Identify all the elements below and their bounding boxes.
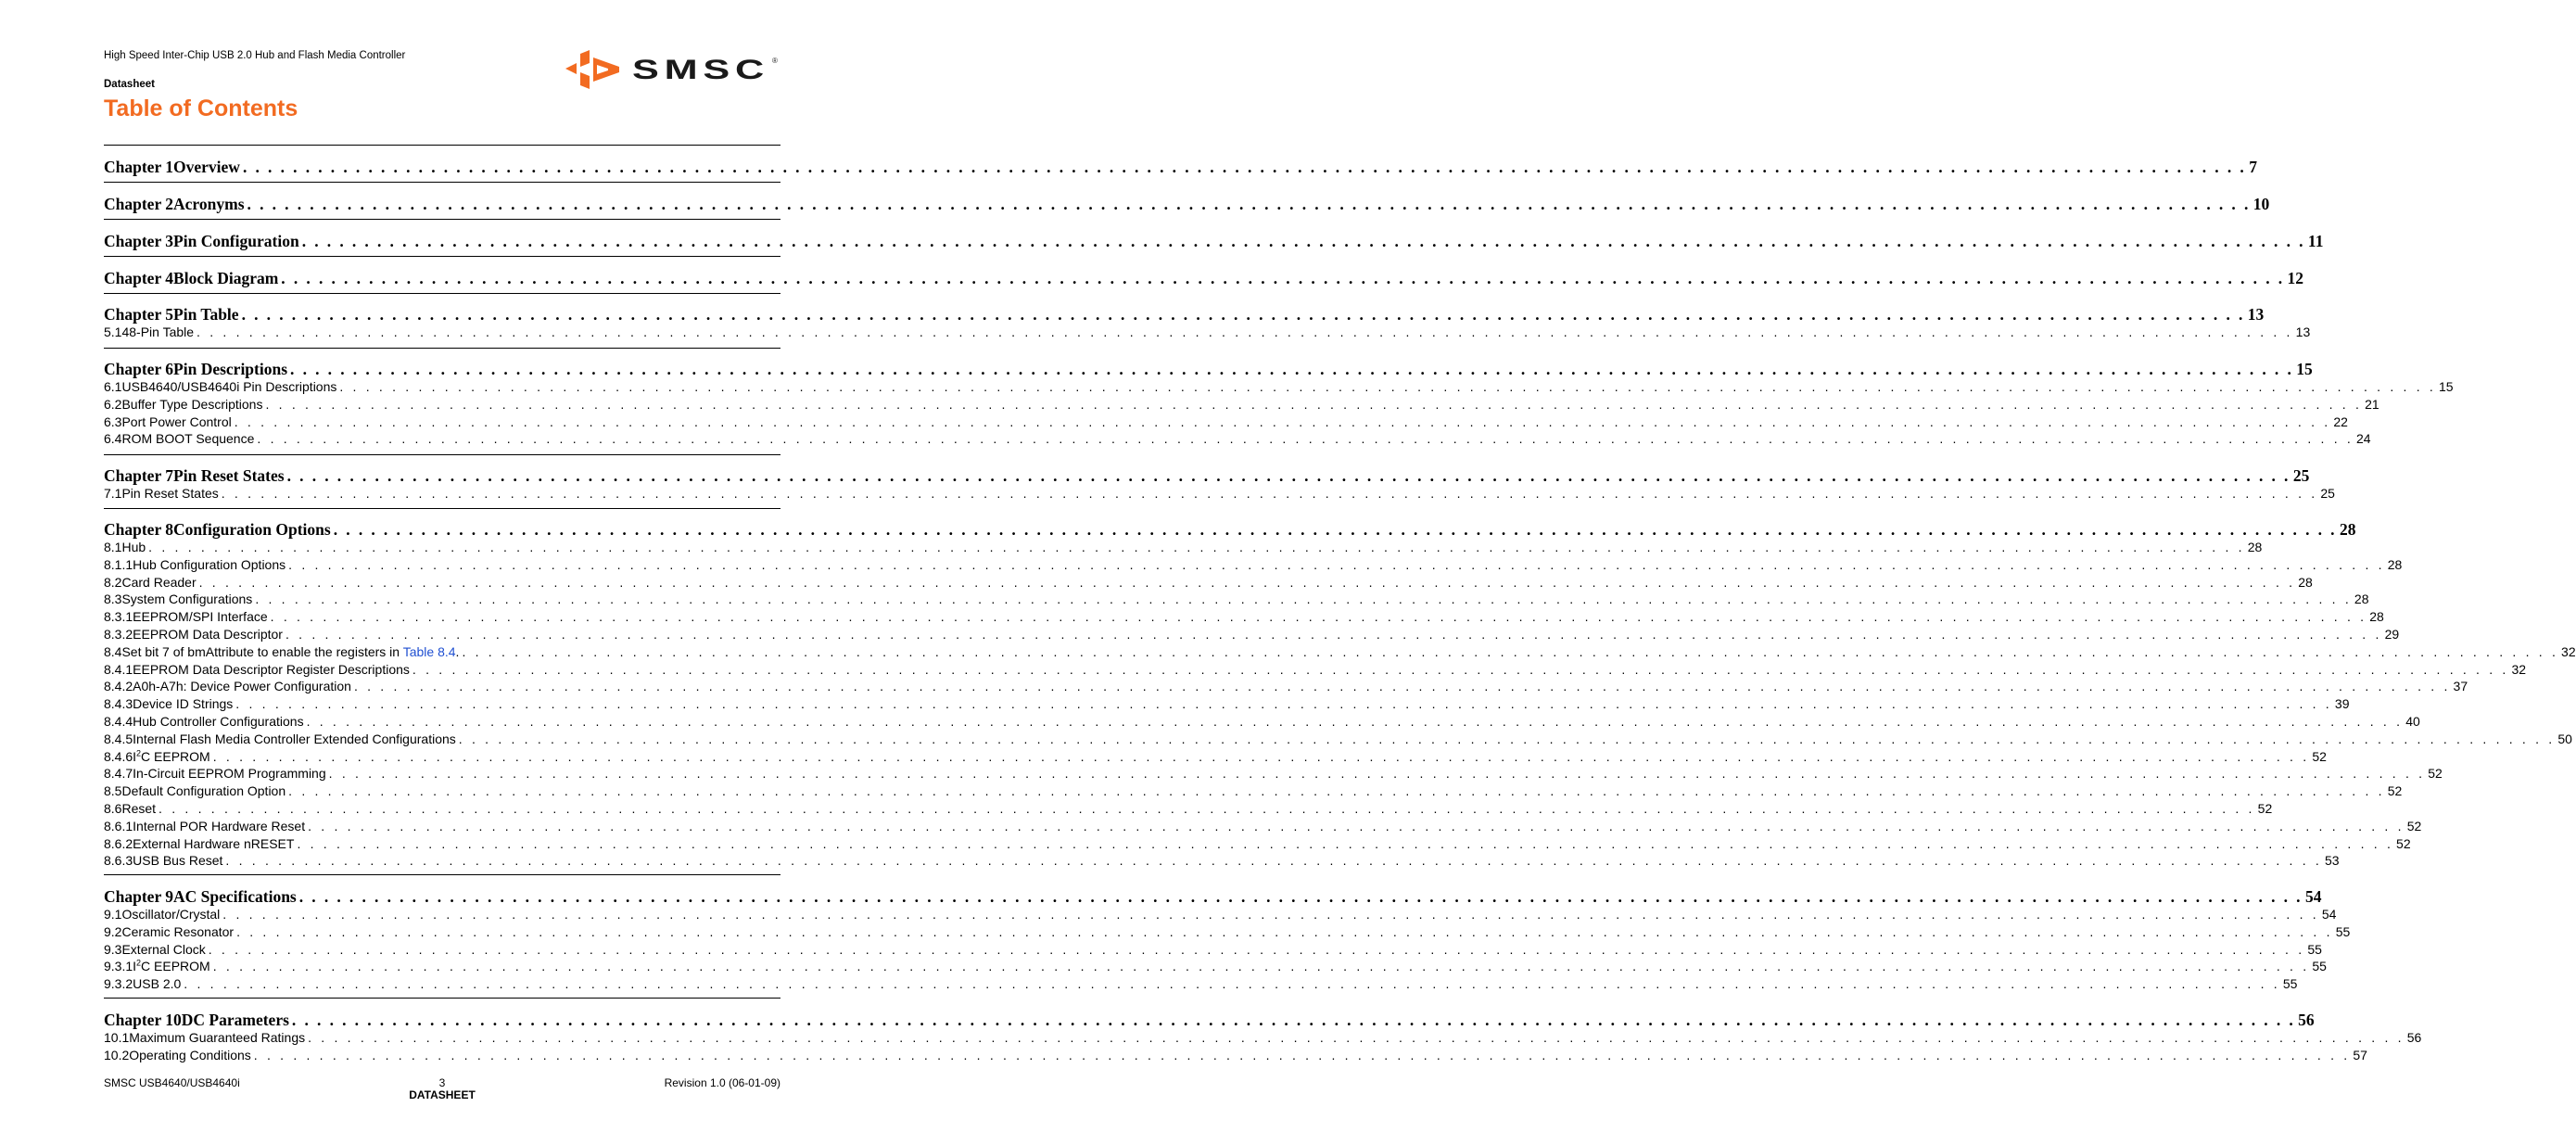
title-text: Maximum Guaranteed Ratings (129, 1030, 306, 1045)
dot-leader: . . . . . . . . . . . . . . . . . . . . . . . . . . . . . . . . . . . . . . . . . . . . . . . . . . . . . . . . . . . . . . . . . . . . . . . . . . . . . . . . . . . . . . . . . . . . . . . . . . . . . . . . . . . . . . . . . . . . . . . . . . . . . . . . . . . . . . . . . . . . . . . . . . . . . . . . . . . . . . . . (281, 269, 2285, 287)
chapter-title: Acronyms (173, 195, 245, 213)
section-title (121, 644, 459, 660)
chapter-page-number: 56 (2298, 1011, 2315, 1029)
title-text: USB4640/USB4640i Pin Descriptions (121, 379, 337, 394)
dot-leader: . . . . . . . . . . . . . . . . . . . . . . . . . . . . . . . . . . . . . . . . . . . . . . . . . . . . . . . . . . . . . . . . . . . . . . . . . . . . . . . . . . . . . . . . . . . . . . . . . . . . . . . . . . . . . . . . . . . . . . . . . . . . . . . . . . . . . . . . . . . . . . . . . . . . . . . . . . . . . . . . (198, 574, 2296, 590)
superscript: 2 (136, 747, 142, 757)
section-page-number: 55 (2307, 941, 2322, 957)
title-text: EEPROM Data Descriptor (133, 627, 283, 642)
section-page-number: 22 (2333, 413, 2348, 429)
section-title (121, 431, 254, 447)
title-text: USB 2.0 (133, 976, 182, 992)
toc-subsection-entry[interactable] (104, 714, 2420, 730)
section-title (133, 696, 233, 712)
chapter-number: Chapter 6 (104, 360, 174, 378)
dot-leader: . . . . . . . . . . . . . . . . . . . . . . . . . . . . . . . . . . . . . . . . . . . . . . . . . . . . . . . . . . . . . . . . . . . . . . . . . . . . . . . . . . . . . . . . . . . . . . . . . . . . . . . . . . . . . . . . . . . . . . . . . . . . . . . . . . . . . . . . . . . . . . . . . . . . . . . . . . . . . . . . (308, 818, 2405, 833)
title-text: Internal Flash Media Controller Extended Configurations (133, 731, 456, 746)
title-text: Reset (121, 801, 157, 816)
section-number: 8.5 (104, 783, 122, 799)
chapter-title: Configuration Options (173, 520, 331, 539)
title-text: 48-Pin Table (121, 324, 195, 339)
section-number: 5.1 (104, 324, 122, 339)
section-title (133, 627, 283, 642)
section-page-number: 52 (2257, 801, 2273, 816)
footer-revision: Revision 1.0 (06-01-09) (664, 1076, 780, 1089)
title-text: System Configurations (121, 592, 253, 607)
dot-leader: . . . . . . . . . . . . . . . . . . . . . . . . . . . . . . . . . . . . . . . . . . . . . . . . . . . . . . . . . . . . . . . . . . . . . . . . . . . . . . . . . . . . . . . . . . . . . . . . . . . . . . . . . . . . . . . . . . . . . . . . . . . . . . . . . . . . . . . . . . . . . . . . . . . . . . . . . . . . . . . . (288, 783, 2385, 799)
section-title (133, 609, 268, 625)
section-title (121, 783, 286, 799)
toc-section-entry[interactable] (104, 941, 2322, 958)
title-text: Default Configuration Option (121, 783, 286, 799)
section-page-number: 28 (2387, 556, 2403, 572)
section-divider (104, 219, 780, 220)
dot-leader: . . . . . . . . . . . . . . . . . . . . . . . . . . . . . . . . . . . . . . . . . . . . . . . . . . . . . . . . . . . . . . . . . . . . . . . . . . . . . . . . . . . . . . . . . . . . . . . . . . . . . . . . . . . . . . . . . . . . . . . . . . . . . . . . . . . . . . . . . . . . . . . . . . . . . . . . . . . . . . . . (212, 748, 2310, 764)
section-title (129, 1048, 251, 1063)
section-title (129, 1030, 305, 1046)
section-divider (104, 454, 780, 455)
section-divider (104, 348, 780, 349)
title-text: Hub Controller Configurations (133, 714, 304, 729)
dot-leader: . . . . . . . . . . . . . . . . . . . . . . . . . . . . . . . . . . . . . . . . . . . . . . . . . . . . . . . . . . . . . . . . . . . . . . . . . . . . . . . . . . . . . . . . . . . . . . . . . . . . . . . . . . . . . . . . . . . . . . . . . . . . . . . . . . . . . . . . . . . . . . . . . . . . . . . . . . . . . . . . (301, 232, 2305, 250)
toc-subsection-entry[interactable] (104, 766, 2443, 782)
toc-chapter-entry[interactable] (104, 887, 2322, 906)
chapter-page-number: 10 (2252, 195, 2270, 213)
section-divider (104, 182, 780, 183)
title-text: ROM BOOT Sequence (121, 431, 255, 447)
section-title (133, 732, 456, 747)
section-title (121, 397, 262, 413)
section-number: 9.2 (104, 923, 122, 939)
superscript: 2 (136, 958, 142, 968)
section-title (133, 749, 210, 765)
section-divider (104, 508, 780, 509)
section-number: 8.2 (104, 574, 122, 590)
section-number: 10.2 (104, 1047, 130, 1062)
dot-leader: . . . . . . . . . . . . . . . . . . . . . . . . . . . . . . . . . . . . . . . . . . . . . . . . . . . . . . . . . . . . . . . . . . . . . . . . . . . . . . . . . . . . . . . . . . . . . . . . . . . . . . . . . . . . . . . . . . . . . . . . . . . . . . . . . . . . . . . . . . . . . . . . . . . . . . . . . . . . . . . . (148, 540, 2245, 554)
dot-leader: . . . . . . . . . . . . . . . . . . . . . . . . . . . . . . . . . . . . . . . . . . . . . . . . . . . . . . . . . . . . . . . . . . . . . . . . . . . . . . . . . . . . . . . . . . . . . . . . . . . . . . . . . . . . . . . . . . . . . . . . . . . . . . . . . . . . . . . . . . . . . . . . . . . . . . . . . . . . . . . . (208, 941, 2305, 957)
title-text: Pin Reset States (121, 486, 219, 501)
title-text: Card Reader (121, 574, 197, 590)
section-title (133, 976, 181, 992)
chapter-title: Pin Descriptions (173, 360, 288, 378)
section-number: 9.1 (104, 907, 122, 922)
section-divider (104, 256, 780, 257)
document-type-label: Datasheet (104, 79, 155, 90)
section-number: 6.3 (104, 413, 122, 429)
section-title (121, 379, 336, 395)
section-divider (104, 998, 780, 999)
toc-subsection-entry[interactable] (104, 835, 2411, 852)
section-number: 8.1 (104, 540, 122, 554)
toc-subsection-entry[interactable] (104, 627, 2400, 642)
chapter-page-number: 11 (2307, 232, 2324, 250)
toc-subsection-entry[interactable] (104, 731, 2572, 747)
chapter-title: AC Specifications (173, 887, 297, 906)
dot-leader: . . . . . . . . . . . . . . . . . . . . . . . . . . . . . . . . . . . . . . . . . . . . . . . . . . . . . . . . . . . . . . . . . . . . . . . . . . . . . . . . . . . . . . . . . . . . . . . . . . . . . . . . . . . . . . . . . . . . . . . . . . . . . . . . . . . . . . . . . . . . . . . . . . . . . . . . . . . . . . . . (247, 195, 2251, 213)
section-page-number: 15 (2438, 379, 2454, 394)
section-page-number: 53 (2325, 853, 2340, 869)
section-number: 8.6 (104, 801, 122, 816)
dot-leader: . . . . . . . . . . . . . . . . . . . . . . . . . . . . . . . . . . . . . . . . . . . . . . . . . . . . . . . . . . . . . . . . . . . . . . . . . . . . . . . . . . . . . . . . . . . . . . . . . . . . . . . . . . . . . . . . . . . . . . . . . . . . . . . . . . . . . . . . . . . . . . . . . . . . . . . . . . . . . . . . (297, 835, 2394, 851)
table-reference-link[interactable]: Table 8.4 (402, 643, 456, 659)
section-page-number: 29 (2384, 627, 2400, 642)
section-title (121, 592, 252, 607)
section-title (133, 959, 210, 974)
chapter-number: Chapter 10 (104, 1011, 182, 1029)
title-text: Operating Conditions (129, 1047, 251, 1062)
section-number: 9.3 (104, 941, 122, 957)
dot-leader: . . . . . . . . . . . . . . . . . . . . . . . . . . . . . . . . . . . . . . . . . . . . . . . . . . . . . . . . . . . . . . . . . . . . . . . . . . . . . . . . . . . . . . . . . . . . . . . . . . . . . . . . . . . . . . . . . . . . . . . . . . . . . . . . . . . . . . . . . . . . . . . . . . . . . . . . . . . . . . . . (255, 592, 2352, 607)
dot-leader: . . . . . . . . . . . . . . . . . . . . . . . . . . . . . . . . . . . . . . . . . . . . . . . . . . . . . . . . . . . . . . . . . . . . . . . . . . . . . . . . . . . . . . . . . . . . . . . . . . . . . . . . . . . . . . . . . . . . . . . . . . . . . . . . . . . . . . . . . . . . . . . . . . . . . . . . . . . . . . . . (236, 923, 2333, 939)
dot-leader: . . . . . . . . . . . . . . . . . . . . . . . . . . . . . . . . . . . . . . . . . . . . . . . . . . . . . . . . . . . . . . . . . . . . . . . . . . . . . . . . . . . . . . . . . . . . . . . . . . . . . . . . . . . . . . . . . . . . . . . . . . . . . . . . . . . . . . . . . . . . . . . . . . . . . . . . . . . . . . . . (242, 158, 2247, 176)
smsc-logo-mark-icon (565, 50, 619, 89)
subsection-number: 9.3.2 (104, 976, 133, 992)
section-page-number: 25 (2320, 486, 2335, 501)
toc-section-entry[interactable] (104, 923, 2351, 940)
section-number: 7.1 (104, 486, 122, 501)
dot-leader: . . . . . . . . . . . . . . . . . . . . . . . . . . . . . . . . . . . . . . . . . . . . . . . . . . . . . . . . . . . . . . . . . . . . . . . . . . . . . . . . . . . . . . . . . . . . . . . . . . . . . . . . . . . . . . . . . . . . . . . . . . . . . . . . . . . . . . . . . . . . . . . . . . . . . . . . . . . . . . . . (412, 661, 2509, 677)
section-divider (104, 874, 780, 875)
section-page-number: 52 (2396, 835, 2411, 851)
toc-chapter-entry[interactable] (104, 520, 2356, 539)
section-page-number: 52 (2406, 818, 2422, 833)
section-page-number: 52 (2387, 783, 2403, 799)
section-number: 8.4 (104, 643, 122, 659)
toc-chapter-entry[interactable] (104, 269, 2304, 287)
dot-leader: . . . . . . . . . . . . . . . . . . . . . . . . . . . . . . . . . . . . . . . . . . . . . . . . . . . . . . . . . . . . . . . . . . . . . . . . . . . . . . . . . . . . . . . . . . . . . . . . . . . . . . . . . . . . . . . . . . . . . . . . . . . . . . . . . . . . . . . . . . . . . . . . . . . . . . . . . . . . . . . . (290, 360, 2294, 378)
section-number: 10.1 (104, 1030, 130, 1045)
subsection-number: 8.4.2 (104, 679, 133, 694)
title-text: EEPROM/SPI Interface (133, 609, 268, 625)
section-title (133, 662, 410, 678)
dot-leader: . . . . . . . . . . . . . . . . . . . . . . . . . . . . . . . . . . . . . . . . . . . . . . . . . . . . . . . . . . . . . . . . . . . . . . . . . . . . . . . . . . . . . . . . . . . . . . . . . . . . . . . . . . . . . . . . . . . . . . . . . . . . . . . . . . . . . . . . . . . . . . . . . . . . . . . . . . . . . . . . (159, 801, 2255, 816)
dot-leader: . . . . . . . . . . . . . . . . . . . . . . . . . . . . . . . . . . . . . . . . . . . . . . . . . . . . . . . . . . . . . . . . . . . . . . . . . . . . . . . . . . . . . . . . . . . . . . . . . . . . . . . . . . . . . . . . . . . . . . . . . . . . . . . . . . . . . . . . . . . . . . . . . . . . . . . . . . . . . . . . (212, 959, 2310, 974)
toc-section-entry[interactable] (104, 486, 2335, 502)
section-page-number: 32 (2511, 661, 2527, 677)
footer-page-number: 3 (438, 1076, 446, 1089)
dot-leader: . . . . . . . . . . . . . . . . . . . . . . . . . . . . . . . . . . . . . . . . . . . . . . . . . . . . . . . . . . . . . . . . . . . . . . . . . . . . . . . . . . . . . . . . . . . . . . . . . . . . . . . . . . . . . . . . . . . . . . . . . . . . . . . . . . . . . . . . . . . . . . . . . . . . . . . . . . . . . . . . (291, 1011, 2296, 1029)
section-title (133, 557, 286, 573)
subsection-number: 8.4.3 (104, 696, 133, 712)
dot-leader: . . . . . . . . . . . . . . . . . . . . . . . . . . . . . . . . . . . . . . . . . . . . . . . . . . . . . . . . . . . . . . . . . . . . . . . . . . . . . . . . . . . . . . . . . . . . . . . . . . . . . . . . . . . . . . . . . . . . . . . . . . . . . . . . . . . . . . . . . . . . . . . . . . . . . . . . . . . . . . . . (328, 766, 2426, 782)
title-text: EEPROM Data Descriptor Register Descriptions (133, 661, 410, 677)
section-page-number: 55 (2312, 959, 2327, 974)
section-title (133, 836, 294, 852)
section-title (121, 575, 196, 591)
title-text: External Clock (121, 941, 206, 957)
section-title (133, 714, 303, 730)
title-prefix: I (133, 959, 137, 974)
title-tail: . (455, 643, 460, 659)
section-page-number: 55 (2282, 976, 2298, 992)
registered-mark: ® (772, 57, 778, 65)
toc-chapter-entry[interactable] (104, 466, 2310, 485)
subsection-number: 8.6.1 (104, 818, 133, 833)
dot-leader: . . . . . . . . . . . . . . . . . . . . . . . . . . . . . . . . . . . . . . . . . . . . . . . . . . . . . . . . . . . . . . . . . . . . . . . . . . . . . . . . . . . . . . . . . . . . . . . . . . . . . . . . . . . . . . . . . . . . . . . . . . . . . . . . . . . . . . . . . . . . . . . . . . . . . . . . . . . . . . . . (285, 627, 2382, 642)
dot-leader: . . . . . . . . . . . . . . . . . . . . . . . . . . . . . . . . . . . . . . . . . . . . . . . . . . . . . . . . . . . . . . . . . . . . . . . . . . . . . . . . . . . . . . . . . . . . . . . . . . . . . . . . . . . . . . . . . . . . . . . . . . . . . . . . . . . . . . . . . . . . . . . . . . . . . . . . . . . . . . . . (265, 396, 2363, 412)
section-title (121, 907, 220, 922)
smsc-logo (565, 50, 780, 89)
subsection-number: 8.1.1 (104, 556, 133, 572)
section-title (133, 819, 305, 834)
section-title (121, 486, 218, 502)
dot-leader: . . . . . . . . . . . . . . . . . . . . . . . . . . . . . . . . . . . . . . . . . . . . . . . . . . . . . . . . . . . . . . . . . . . . . . . . . . . . . . . . . . . . . . . . . . . . . . . . . . . . . . . . . . . . . . . . . . . . . . . . . . . . . . . . . . . . . . . . . . . . . . . . . . . . . . . . . . . . . . . . (241, 305, 2245, 324)
toc-section-entry[interactable] (104, 413, 2348, 430)
section-page-number: 28 (2298, 574, 2313, 590)
chapter-page-number: 25 (2292, 466, 2310, 485)
section-title (121, 942, 205, 958)
subsection-number: 8.6.3 (104, 853, 133, 869)
subsection-number: 8.6.2 (104, 835, 133, 851)
subsection-number: 8.3.2 (104, 627, 133, 642)
chapter-page-number: 28 (2339, 520, 2356, 539)
toc-section-entry[interactable] (104, 540, 2263, 555)
chapter-number: Chapter 8 (104, 520, 174, 539)
toc-subsection-entry[interactable] (104, 853, 2340, 869)
section-title (121, 924, 234, 940)
toc-subsection-entry[interactable] (104, 696, 2350, 712)
dot-leader: . . . . . . . . . . . . . . . . . . . . . . . . . . . . . . . . . . . . . . . . . . . . . . . . . . . . . . . . . . . . . . . . . . . . . . . . . . . . . . . . . . . . . . . . . . . . . . . . . . . . . . . . . . . . . . . . . . . . . . . . . . . . . . . . . . . . . . . . . . . . . . . . . . . . . . . . . . . . . . . . (306, 714, 2404, 729)
title-prefix: I (133, 748, 137, 764)
section-page-number: 52 (2428, 766, 2443, 782)
section-title (121, 540, 146, 555)
chapter-number: Chapter 1 (104, 158, 174, 176)
toc-chapter-entry[interactable] (104, 232, 2324, 250)
title-text: Device ID Strings (133, 696, 234, 712)
smsc-logo-text: SMSC (632, 55, 769, 85)
dot-leader: . . . . . . . . . . . . . . . . . . . . . . . . . . . . . . . . . . . . . . . . . . . . . . . . . . . . . . . . . . . . . . . . . . . . . . . . . . . . . . . . . . . . . . . . . . . . . . . . . . . . . . . . . . . . . . . . . . . . . . . . . . . . . . . . . . . . . . . . . . . . . . . . . . . . . . . . . . . . . . . . (197, 324, 2293, 339)
section-title (133, 853, 222, 869)
toc-chapter-entry[interactable] (104, 360, 2313, 378)
section-page-number: 28 (2369, 609, 2384, 625)
chapter-title: Block Diagram (173, 269, 279, 287)
toc-chapter-entry[interactable] (104, 305, 2265, 324)
toc-subsection-entry[interactable] (104, 818, 2422, 834)
chapter-title: DC Parameters (181, 1011, 289, 1029)
chapter-title: Pin Configuration (173, 232, 299, 250)
toc-section-entry[interactable] (104, 1030, 2422, 1046)
section-page-number: 28 (2247, 540, 2263, 554)
dot-leader: . . . . . . . . . . . . . . . . . . . . . . . . . . . . . . . . . . . . . . . . . . . . . . . . . . . . . . . . . . . . . . . . . . . . . . . . . . . . . . . . . . . . . . . . . . . . . . . . . . . . . . . . . . . . . . . . . . . . . . . . . . . . . . . . . . . . . . . . . . . . . . . . . . . . . . . . . . . . . . . . (288, 556, 2385, 572)
chapter-number: Chapter 7 (104, 466, 174, 485)
toc-subsection-entry[interactable] (104, 679, 2468, 694)
dot-leader: . . . . . . . . . . . . . . . . . . . . . . . . . . . . . . . . . . . . . . . . . . . . . . . . . . . . . . . . . . . . . . . . . . . . . . . . . . . . . . . . . . . . . . . . . . . . . . . . . . . . . . . . . . . . . . . . . . . . . . . . . . . . . . . . . . . . . . . . . . . . . . . . . . . . . . . . . . . . . . . . (339, 379, 2436, 394)
dot-leader: . . . . . . . . . . . . . . . . . . . . . . . . . . . . . . . . . . . . . . . . . . . . . . . . . . . . . . . . . . . . . . . . . . . . . . . . . . . . . . . . . . . . . . . . . . . . . . . . . . . . . . . . . . . . . . . . . . . . . . . . . . . . . . . . . . . . . . . . . . . . . . . . . . . . . . . . . . . . . . . . (308, 1030, 2405, 1045)
title-text: C EEPROM (141, 959, 210, 974)
section-title (121, 414, 231, 430)
toc-section-entry[interactable] (104, 324, 2311, 340)
title-text: A0h-A7h: Device Power Configuration (133, 679, 351, 694)
chapter-page-number: 12 (2287, 269, 2304, 287)
dot-leader: . . . . . . . . . . . . . . . . . . . . . . . . . . . . . . . . . . . . . . . . . . . . . . . . . . . . . . . . . . . . . . . . . . . . . . . . . . . . . . . . . . . . . . . . . . . . . . . . . . . . . . . . . . . . . . . . . . . . . . . . . . . . . . . . . . . . . . . . . . . . . . . . . . . . . . . . . . . . . . . . (184, 976, 2280, 992)
chapter-title: Overview (173, 158, 240, 176)
dot-leader: . . . . . . . . . . . . . . . . . . . . . . . . . . . . . . . . . . . . . . . . . . . . . . . . . . . . . . . . . . . . . . . . . . . . . . . . . . . . . . . . . . . . . . . . . . . . . . . . . . . . . . . . . . . . . . . . . . . . . . . . . . . . . . . . . . . . . . . . . . . . . . . . . . . . . . . . . . . . . . . . (234, 413, 2331, 429)
section-page-number: 50 (2557, 731, 2572, 746)
dot-leader: . . . . . . . . . . . . . . . . . . . . . . . . . . . . . . . . . . . . . . . . . . . . . . . . . . . . . . . . . . . . . . . . . . . . . . . . . . . . . . . . . . . . . . . . . . . . . . . . . . . . . . . . . . . . . . . . . . . . . . . . . . . . . . . . . . . . . . . . . . . . . . . . . . . . . . . . . . . . . . . . (286, 466, 2290, 485)
toc-subsection-entry[interactable] (104, 747, 2327, 765)
subsection-number: 8.4.7 (104, 766, 133, 782)
section-page-number: 52 (2312, 748, 2327, 764)
toc-subsection-entry[interactable] (104, 958, 2327, 974)
section-page-number: 21 (2365, 396, 2379, 412)
section-page-number: 28 (2354, 592, 2369, 607)
toc-section-entry[interactable] (104, 907, 2337, 922)
dot-leader: . . . . . . . . . . . . . . . . . . . . . . . . . . . . . . . . . . . . . . . . . . . . . . . . . . . . . . . . . . . . . . . . . . . . . . . . . . . . . . . . . . . . . . . . . . . . . . . . . . . . . . . . . . . . . . . . . . . . . . . . . . . . . . . . . . . . . . . . . . . . . . . . . . . . . . . . . . . . . . . . (353, 679, 2451, 694)
chapter-number: Chapter 3 (104, 232, 174, 250)
dot-leader: . . . . . . . . . . . . . . . . . . . . . . . . . . . . . . . . . . . . . . . . . . . . . . . . . . . . . . . . . . . . . . . . . . . . . . . . . . . . . . . . . . . . . . . . . . . . . . . . . . . . . . . . . . . . . . . . . . . . . . . . . . . . . . . . . . . . . . . . . . . . . . . . . . . . . . . . . . . . . . . . (333, 520, 2337, 539)
footer-doc-name: SMSC USB4640/USB4640i (104, 1076, 240, 1089)
dot-leader: . . . . . . . . . . . . . . . . . . . . . . . . . . . . . . . . . . . . . . . . . . . . . . . . . . . . . . . . . . . . . . . . . . . . . . . . . . . . . . . . . . . . . . . . . . . . . . . . . . . . . . . . . . . . . . . . . . . . . . . . . . . . . . . . . . . . . . . . . . . . . . . . . . . . . . . . . . . . . . . . (458, 731, 2556, 746)
dot-leader: . . . . . . . . . . . . . . . . . . . . . . . . . . . . . . . . . . . . . . . . . . . . . . . . . . . . . . . . . . . . . . . . . . . . . . . . . . . . . . . . . . . . . . . . . . . . . . . . . . . . . . . . . . . . . . . . . . . . . . . . . . . . . . . . . . . . . . . . . . . . . . . . . . . . . . . . . . . . . . . . (221, 486, 2318, 501)
chapter-number: Chapter 4 (104, 269, 174, 287)
section-page-number: 57 (2353, 1047, 2367, 1062)
subsection-number: 9.3.1 (104, 959, 133, 974)
section-page-number: 55 (2335, 923, 2351, 939)
section-page-number: 24 (2356, 431, 2371, 447)
dot-leader: . . . . . . . . . . . . . . . . . . . . . . . . . . . . . . . . . . . . . . . . . . . . . . . . . . . . . . . . . . . . . . . . . . . . . . . . . . . . . . . . . . . . . . . . . . . . . . . . . . . . . . . . . . . . . . . . . . . . . . . . . . . . . . . . . . . . . . . . . . . . . . . . . . . . . . . . . . . . . . . . (222, 907, 2319, 922)
subsection-number: 8.4.5 (104, 731, 133, 746)
dot-leader: . . . . . . . . . . . . . . . . . . . . . . . . . . . . . . . . . . . . . . . . . . . . . . . . . . . . . . . . . . . . . . . . . . . . . . . . . . . . . . . . . . . . . . . . . . . . . . . . . . . . . . . . . . . . . . . . . . . . . . . . . . . . . . . . . . . . . . . . . . . . . . . . . . . . . . . . . . . . . . . . (253, 1047, 2351, 1062)
title-text: USB Bus Reset (133, 853, 223, 869)
section-number: 6.2 (104, 396, 122, 412)
footer-datasheet-label: DATASHEET (409, 1088, 476, 1101)
title-text: Oscillator/Crystal (121, 907, 221, 922)
title-text: Port Power Control (121, 413, 232, 429)
section-page-number: 13 (2295, 324, 2311, 339)
dot-leader: . . . . . . . . . . . . . . . . . . . . . . . . . . . . . . . . . . . . . . . . . . . . . . . . . . . . . . . . . . . . . . . . . . . . . . . . . . . . . . . . . . . . . . . . . . . . . . . . . . . . . . . . . . . . . . . . . . . . . . . . . . . . . . . . . . . . . . . . . . . . . . . . . . . . . . . . . . . . . . . . (462, 643, 2559, 659)
title-text: C EEPROM (141, 748, 210, 764)
section-page-number: 37 (2453, 679, 2468, 694)
title-text: In-Circuit EEPROM Programming (133, 766, 326, 782)
dot-leader: . . . . . . . . . . . . . . . . . . . . . . . . . . . . . . . . . . . . . . . . . . . . . . . . . . . . . . . . . . . . . . . . . . . . . . . . . . . . . . . . . . . . . . . . . . . . . . . . . . . . . . . . . . . . . . . . . . . . . . . . . . . . . . . . . . . . . . . . . . . . . . . . . . . . . . . . . . . . . . . . (225, 853, 2323, 869)
chapter-title: Pin Table (173, 305, 239, 324)
title-text: Set bit 7 of bmAttribute to enable the registers in (121, 643, 403, 659)
section-page-number: 56 (2406, 1030, 2422, 1045)
section-divider (104, 145, 780, 146)
document-subtitle: High Speed Inter-Chip USB 2.0 Hub and Flash Media Controller (104, 50, 406, 61)
title-text: Hub Configuration Options (133, 556, 286, 572)
dot-leader: . . . . . . . . . . . . . . . . . . . . . . . . . . . . . . . . . . . . . . . . . . . . . . . . . . . . . . . . . . . . . . . . . . . . . . . . . . . . . . . . . . . . . . . . . . . . . . . . . . . . . . . . . . . . . . . . . . . . . . . . . . . . . . . . . . . . . . . . . . . . . . . . . . . . . . . . . . . . . . . . (298, 887, 2303, 906)
title-text: Internal POR Hardware Reset (133, 818, 306, 833)
toc-chapter-entry[interactable] (104, 195, 2270, 213)
toc-section-entry[interactable] (104, 592, 2369, 607)
title-text: External Hardware nRESET (133, 835, 295, 851)
toc-section-entry[interactable] (104, 783, 2403, 799)
toc-section-entry[interactable] (104, 379, 2454, 395)
section-title (121, 324, 194, 340)
section-divider (104, 293, 780, 294)
section-number: 8.3 (104, 592, 122, 607)
chapter-number: Chapter 9 (104, 887, 174, 906)
subsection-number: 8.4.6 (104, 748, 133, 764)
toc-chapter-entry[interactable] (104, 158, 2257, 176)
section-page-number: 54 (2321, 907, 2337, 922)
chapter-page-number: 7 (2249, 158, 2257, 176)
chapter-number: Chapter 5 (104, 305, 174, 324)
toc-chapter-entry[interactable] (104, 1011, 2315, 1029)
toc-subsection-entry[interactable] (104, 661, 2527, 678)
subsection-number: 8.4.4 (104, 714, 133, 729)
toc-section-entry[interactable] (104, 801, 2273, 817)
section-title (133, 766, 326, 782)
toc-section-entry[interactable] (104, 1047, 2367, 1063)
chapter-page-number: 54 (2304, 887, 2322, 906)
section-page-number: 40 (2405, 714, 2420, 729)
toc-section-entry[interactable] (104, 431, 2371, 447)
subsection-number: 8.4.1 (104, 661, 133, 677)
dot-leader: . . . . . . . . . . . . . . . . . . . . . . . . . . . . . . . . . . . . . . . . . . . . . . . . . . . . . . . . . . . . . . . . . . . . . . . . . . . . . . . . . . . . . . . . . . . . . . . . . . . . . . . . . . . . . . . . . . . . . . . . . . . . . . . . . . . . . . . . . . . . . . . . . . . . . . . . . . . . . . . . (270, 609, 2367, 625)
section-page-number: 32 (2561, 643, 2576, 659)
section-title (121, 801, 156, 817)
title-text: Buffer Type Descriptions (121, 396, 263, 412)
section-number: 6.1 (104, 379, 122, 394)
chapter-number: Chapter 2 (104, 195, 174, 213)
toc-section-entry[interactable] (104, 396, 2379, 413)
section-title (133, 679, 351, 694)
section-page-number: 39 (2334, 696, 2350, 712)
toc-subsection-entry[interactable] (104, 976, 2298, 992)
toc-subsection-entry[interactable] (104, 556, 2403, 573)
page-title: Table of Contents (104, 95, 298, 121)
section-number: 6.4 (104, 431, 122, 447)
title-text: Ceramic Resonator (121, 923, 235, 939)
title-text: Hub (121, 540, 146, 554)
chapter-page-number: 13 (2247, 305, 2265, 324)
dot-leader: . . . . . . . . . . . . . . . . . . . . . . . . . . . . . . . . . . . . . . . . . . . . . . . . . . . . . . . . . . . . . . . . . . . . . . . . . . . . . . . . . . . . . . . . . . . . . . . . . . . . . . . . . . . . . . . . . . . . . . . . . . . . . . . . . . . . . . . . . . . . . . . . . . . . . . . . . . . . . . . . (235, 696, 2332, 712)
subsection-number: 8.3.1 (104, 609, 133, 625)
toc-section-entry[interactable] (104, 574, 2313, 591)
chapter-title: Pin Reset States (173, 466, 285, 485)
toc-subsection-entry[interactable] (104, 609, 2384, 625)
toc-section-entry[interactable] (104, 643, 2576, 660)
dot-leader: . . . . . . . . . . . . . . . . . . . . . . . . . . . . . . . . . . . . . . . . . . . . . . . . . . . . . . . . . . . . . . . . . . . . . . . . . . . . . . . . . . . . . . . . . . . . . . . . . . . . . . . . . . . . . . . . . . . . . . . . . . . . . . . . . . . . . . . . . . . . . . . . . . . . . . . . . . . . . . . . (257, 431, 2354, 447)
chapter-page-number: 15 (2296, 360, 2313, 378)
